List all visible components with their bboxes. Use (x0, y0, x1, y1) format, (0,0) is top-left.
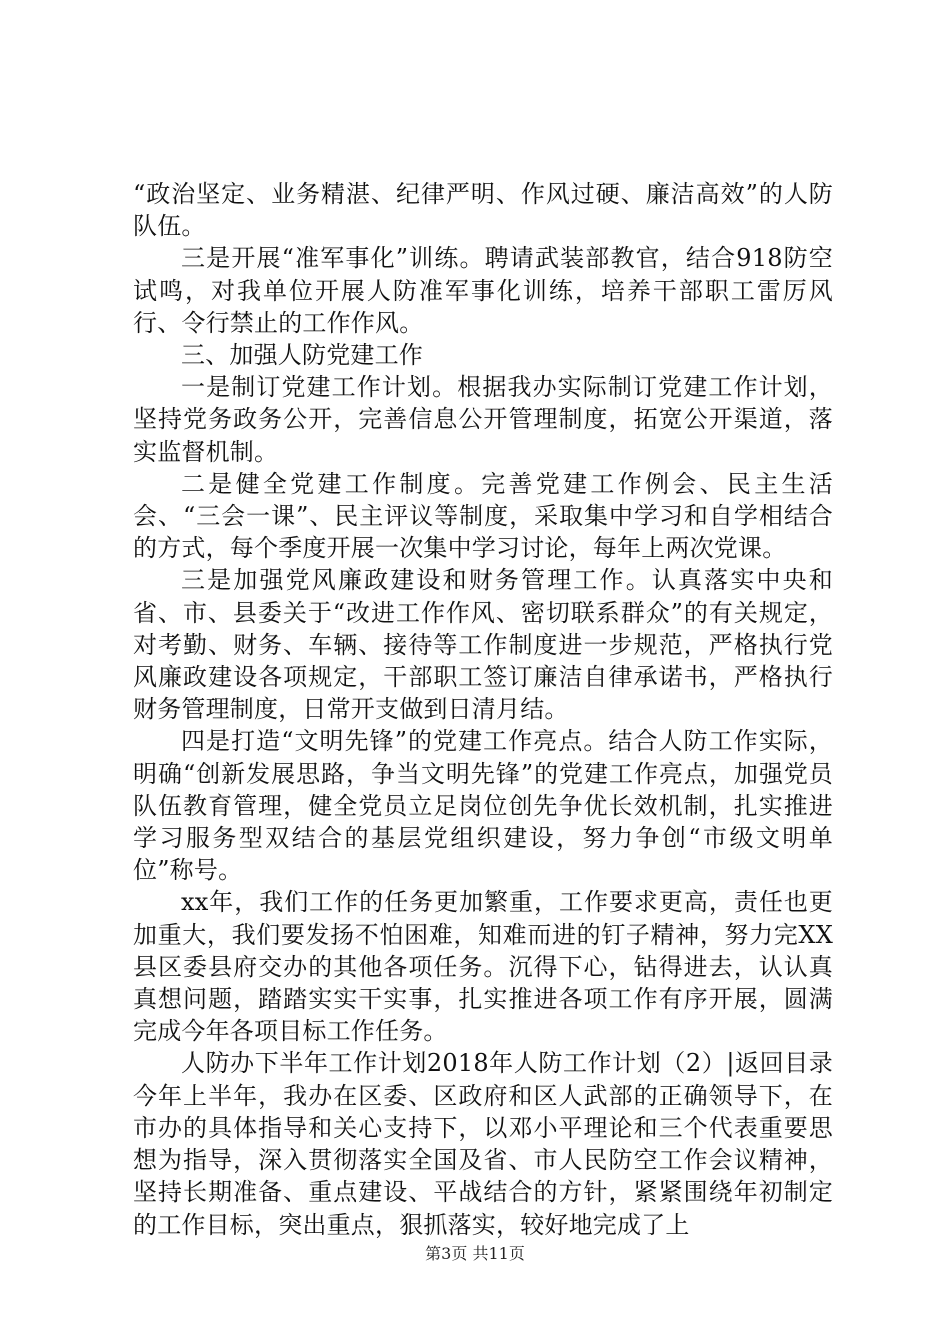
paragraph-3: 一是制订党建工作计划。根据我办实际制订党建工作计划，坚持党务政务公开，完善信息公开管理制度，拓宽公开渠道，落实监督机制。 (133, 373, 833, 466)
paragraph-4: 二是健全党建工作制度。完善党建工作例会、民主生活会、“三会一课”、民主评议等制度，采取集中学习和自学相结合的方式，每个季度开展一次集中学习讨论，每年上两次党课。 (133, 469, 833, 563)
paragraph-8: 人防办下半年工作计划2018年人防工作计划（2）|返回目录今年上半年，我办在区委、区政府和区人武部的正确领导下，在市办的具体指导和关心支持下，以邓小平理论和三个代表重要思想为指导，深入贯彻落实全国及省、市人民防空工作会议精神，坚持长期准备、重点建设、平战结合的方针，紧紧围绕年初制定的工作目标，突出重点，狠抓落实，较好地完成了上 (133, 1049, 833, 1239)
paragraph-5: 三是加强党风廉政建设和财务管理工作。认真落实中央和省、市、县委关于“改进工作作风、密切联系群众”的有关规定，对考勤、财务、车辆、接待等工作制度进一步规范，严格执行党风廉政建设各项规定，干部职工签订廉洁自律承诺书，严格执行财务管理制度，日常开支做到日清月结。 (133, 566, 833, 724)
page-total: 共11页 (472, 1244, 525, 1263)
document-body (133, 178, 833, 1241)
paragraph-6: 四是打造“文明先锋”的党建工作亮点。结合人防工作实际，明确“创新发展思路，争当文明先锋”的党建工作亮点，加强党员队伍教育管理，健全党员立足岗位创先争优长效机制，扎实推进学习服务型双结合的基层党组织建设，努力争创“市级文明单位”称号。 (133, 727, 833, 885)
section-heading: 三、加强人防党建工作 (181, 341, 423, 370)
paragraph-2: 三是开展“准军事化”训练。聘请武装部教官，结合918防空试鸣，对我单位开展人防准军事化训练，培养干部职工雷厉风行、令行禁止的工作作风。 (133, 244, 833, 337)
paragraph-1: “政治坚定、业务精湛、纪律严明、作风过硬、廉洁高效”的人防队伍。 (133, 180, 833, 241)
paragraph-7: xx年，我们工作的任务更加繁重，工作要求更高，责任也更加重大，我们要发扬不怕困难，知难而进的钉子精神，努力完XX县区委县府交办的其他各项任务。沉得下心，钻得进去，认认真真想问题，踏踏实实干实事，扎实推进各项工作有序开展，圆满完成今年各项目标工作任务。 (133, 888, 833, 1046)
page-number: 第3页 (425, 1244, 468, 1263)
page-footer (0, 1244, 950, 1264)
